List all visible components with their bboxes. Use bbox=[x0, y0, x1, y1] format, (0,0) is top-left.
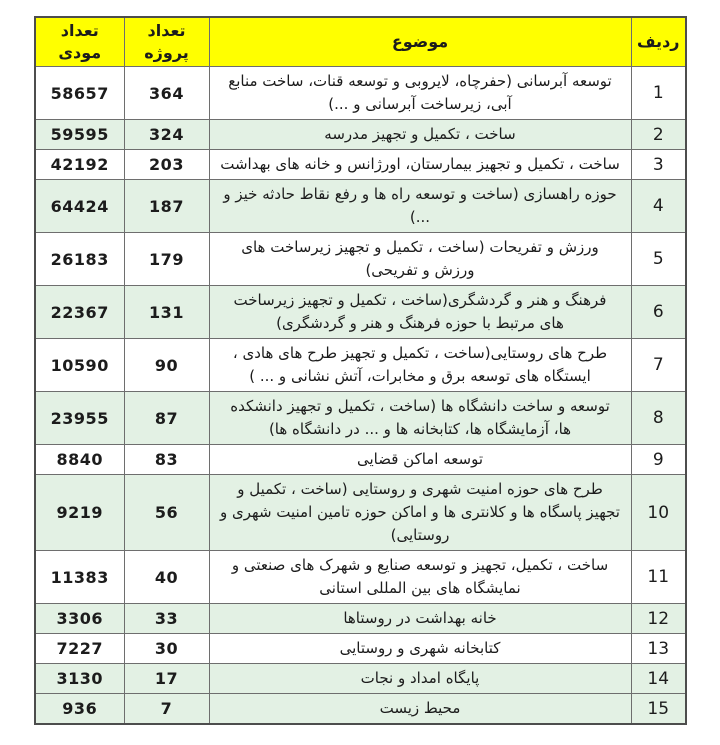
table-header bbox=[35, 17, 686, 67]
subject-cell: توسعه اماکن قضایی bbox=[209, 445, 631, 475]
header-cell-projects-count: تعداد پروژه bbox=[124, 17, 209, 67]
row-number-cell: 1 bbox=[631, 67, 686, 120]
table-row bbox=[35, 475, 686, 551]
subject-cell: ساخت ، تکمیل و تجهیز مدرسه bbox=[209, 120, 631, 150]
table-row bbox=[35, 604, 686, 634]
subject-cell: خانه بهداشت در روستاها bbox=[209, 604, 631, 634]
row-number-cell: 4 bbox=[631, 180, 686, 233]
subject-cell: ساخت ، تکمیل و تجهیز بیمارستان، اورژانس و خانه های بهداشت bbox=[209, 150, 631, 180]
projects-count-cell: 131 bbox=[124, 286, 209, 339]
row-number-cell: 14 bbox=[631, 664, 686, 694]
table-row bbox=[35, 286, 686, 339]
projects-count-cell: 203 bbox=[124, 150, 209, 180]
table-row bbox=[35, 445, 686, 475]
row-number-cell: 13 bbox=[631, 634, 686, 664]
taxpayers-count-cell: 59595 bbox=[35, 120, 124, 150]
table-row bbox=[35, 180, 686, 233]
table-row bbox=[35, 664, 686, 694]
projects-count-cell: 90 bbox=[124, 339, 209, 392]
subject-cell: کتابخانه شهری و روستایی bbox=[209, 634, 631, 664]
projects-count-cell: 364 bbox=[124, 67, 209, 120]
projects-count-cell: 187 bbox=[124, 180, 209, 233]
table-row bbox=[35, 150, 686, 180]
taxpayers-count-cell: 22367 bbox=[35, 286, 124, 339]
projects-count-cell: 40 bbox=[124, 551, 209, 604]
taxpayers-count-cell: 58657 bbox=[35, 67, 124, 120]
header-row bbox=[35, 17, 686, 67]
taxpayers-count-cell: 42192 bbox=[35, 150, 124, 180]
header-cell-row-number: ردیف bbox=[631, 17, 686, 67]
taxpayers-count-cell: 10590 bbox=[35, 339, 124, 392]
row-number-cell: 8 bbox=[631, 392, 686, 445]
taxpayers-count-cell: 64424 bbox=[35, 180, 124, 233]
projects-count-cell: 7 bbox=[124, 694, 209, 725]
subject-cell: ساخت ، تکمیل، تجهیز و توسعه صنایع و شهرک های صنعتی و نمایشگاه های بین المللی استانی bbox=[209, 551, 631, 604]
subject-cell: ورزش و تفریحات (ساخت ، تکمیل و تجهیز زیرساخت های ورزش و تفریحی) bbox=[209, 233, 631, 286]
taxpayers-count-cell: 26183 bbox=[35, 233, 124, 286]
table-row bbox=[35, 67, 686, 120]
taxpayers-count-cell: 3130 bbox=[35, 664, 124, 694]
taxpayers-count-cell: 936 bbox=[35, 694, 124, 725]
subject-cell: پایگاه امداد و نجات bbox=[209, 664, 631, 694]
subject-cell: حوزه راهسازی (ساخت و توسعه راه ها و رفع نقاط حادثه خیز و ...) bbox=[209, 180, 631, 233]
taxpayers-count-cell: 9219 bbox=[35, 475, 124, 551]
projects-count-cell: 17 bbox=[124, 664, 209, 694]
projects-count-cell: 87 bbox=[124, 392, 209, 445]
subject-cell: توسعه آبرسانی (حفرچاه، لایروبی و توسعه قنات، ساخت منابع آبی، زیرساخت آبرسانی و ...) bbox=[209, 67, 631, 120]
row-number-cell: 12 bbox=[631, 604, 686, 634]
row-number-cell: 5 bbox=[631, 233, 686, 286]
projects-count-cell: 83 bbox=[124, 445, 209, 475]
row-number-cell: 7 bbox=[631, 339, 686, 392]
header-cell-subject: موضوع bbox=[209, 17, 631, 67]
projects-count-cell: 30 bbox=[124, 634, 209, 664]
projects-count-cell: 324 bbox=[124, 120, 209, 150]
taxpayers-count-cell: 8840 bbox=[35, 445, 124, 475]
subject-cell: توسعه و ساخت دانشگاه ها (ساخت ، تکمیل و تجهیز دانشکده ها، آزمایشگاه ها، کتابخانه ها و ... در دانشگاه ها) bbox=[209, 392, 631, 445]
projects-count-cell: 56 bbox=[124, 475, 209, 551]
subject-cell: طرح های روستایی(ساخت ، تکمیل و تجهیز طرح های هادی ، ایستگاه های توسعه برق و مخابرات، آتش نشانی و ... ) bbox=[209, 339, 631, 392]
row-number-cell: 11 bbox=[631, 551, 686, 604]
table-row bbox=[35, 634, 686, 664]
table-row bbox=[35, 392, 686, 445]
taxpayers-count-cell: 3306 bbox=[35, 604, 124, 634]
table-row bbox=[35, 339, 686, 392]
taxpayers-count-cell: 23955 bbox=[35, 392, 124, 445]
projects-count-cell: 179 bbox=[124, 233, 209, 286]
taxpayers-count-cell: 7227 bbox=[35, 634, 124, 664]
subject-cell: محیط زیست bbox=[209, 694, 631, 725]
row-number-cell: 2 bbox=[631, 120, 686, 150]
table-body bbox=[35, 67, 686, 725]
table-row bbox=[35, 120, 686, 150]
header-cell-taxpayers-count: تعداد مودی bbox=[35, 17, 124, 67]
row-number-cell: 15 bbox=[631, 694, 686, 725]
subject-cell: طرح های حوزه امنیت شهری و روستایی (ساخت ، تکمیل و تجهیز پاسگاه ها و کلانتری ها و اماکن حوزه تامین امنیت شهری و روستایی) bbox=[209, 475, 631, 551]
row-number-cell: 9 bbox=[631, 445, 686, 475]
table-row bbox=[35, 233, 686, 286]
table-row bbox=[35, 694, 686, 725]
row-number-cell: 3 bbox=[631, 150, 686, 180]
row-number-cell: 6 bbox=[631, 286, 686, 339]
projects-count-cell: 33 bbox=[124, 604, 209, 634]
projects-table bbox=[34, 16, 687, 725]
row-number-cell: 10 bbox=[631, 475, 686, 551]
subject-cell: فرهنگ و هنر و گردشگری(ساخت ، تکمیل و تجهیز زیرساخت های مرتبط با حوزه فرهنگ و هنر و گردشگری) bbox=[209, 286, 631, 339]
taxpayers-count-cell: 11383 bbox=[35, 551, 124, 604]
table-row bbox=[35, 551, 686, 604]
